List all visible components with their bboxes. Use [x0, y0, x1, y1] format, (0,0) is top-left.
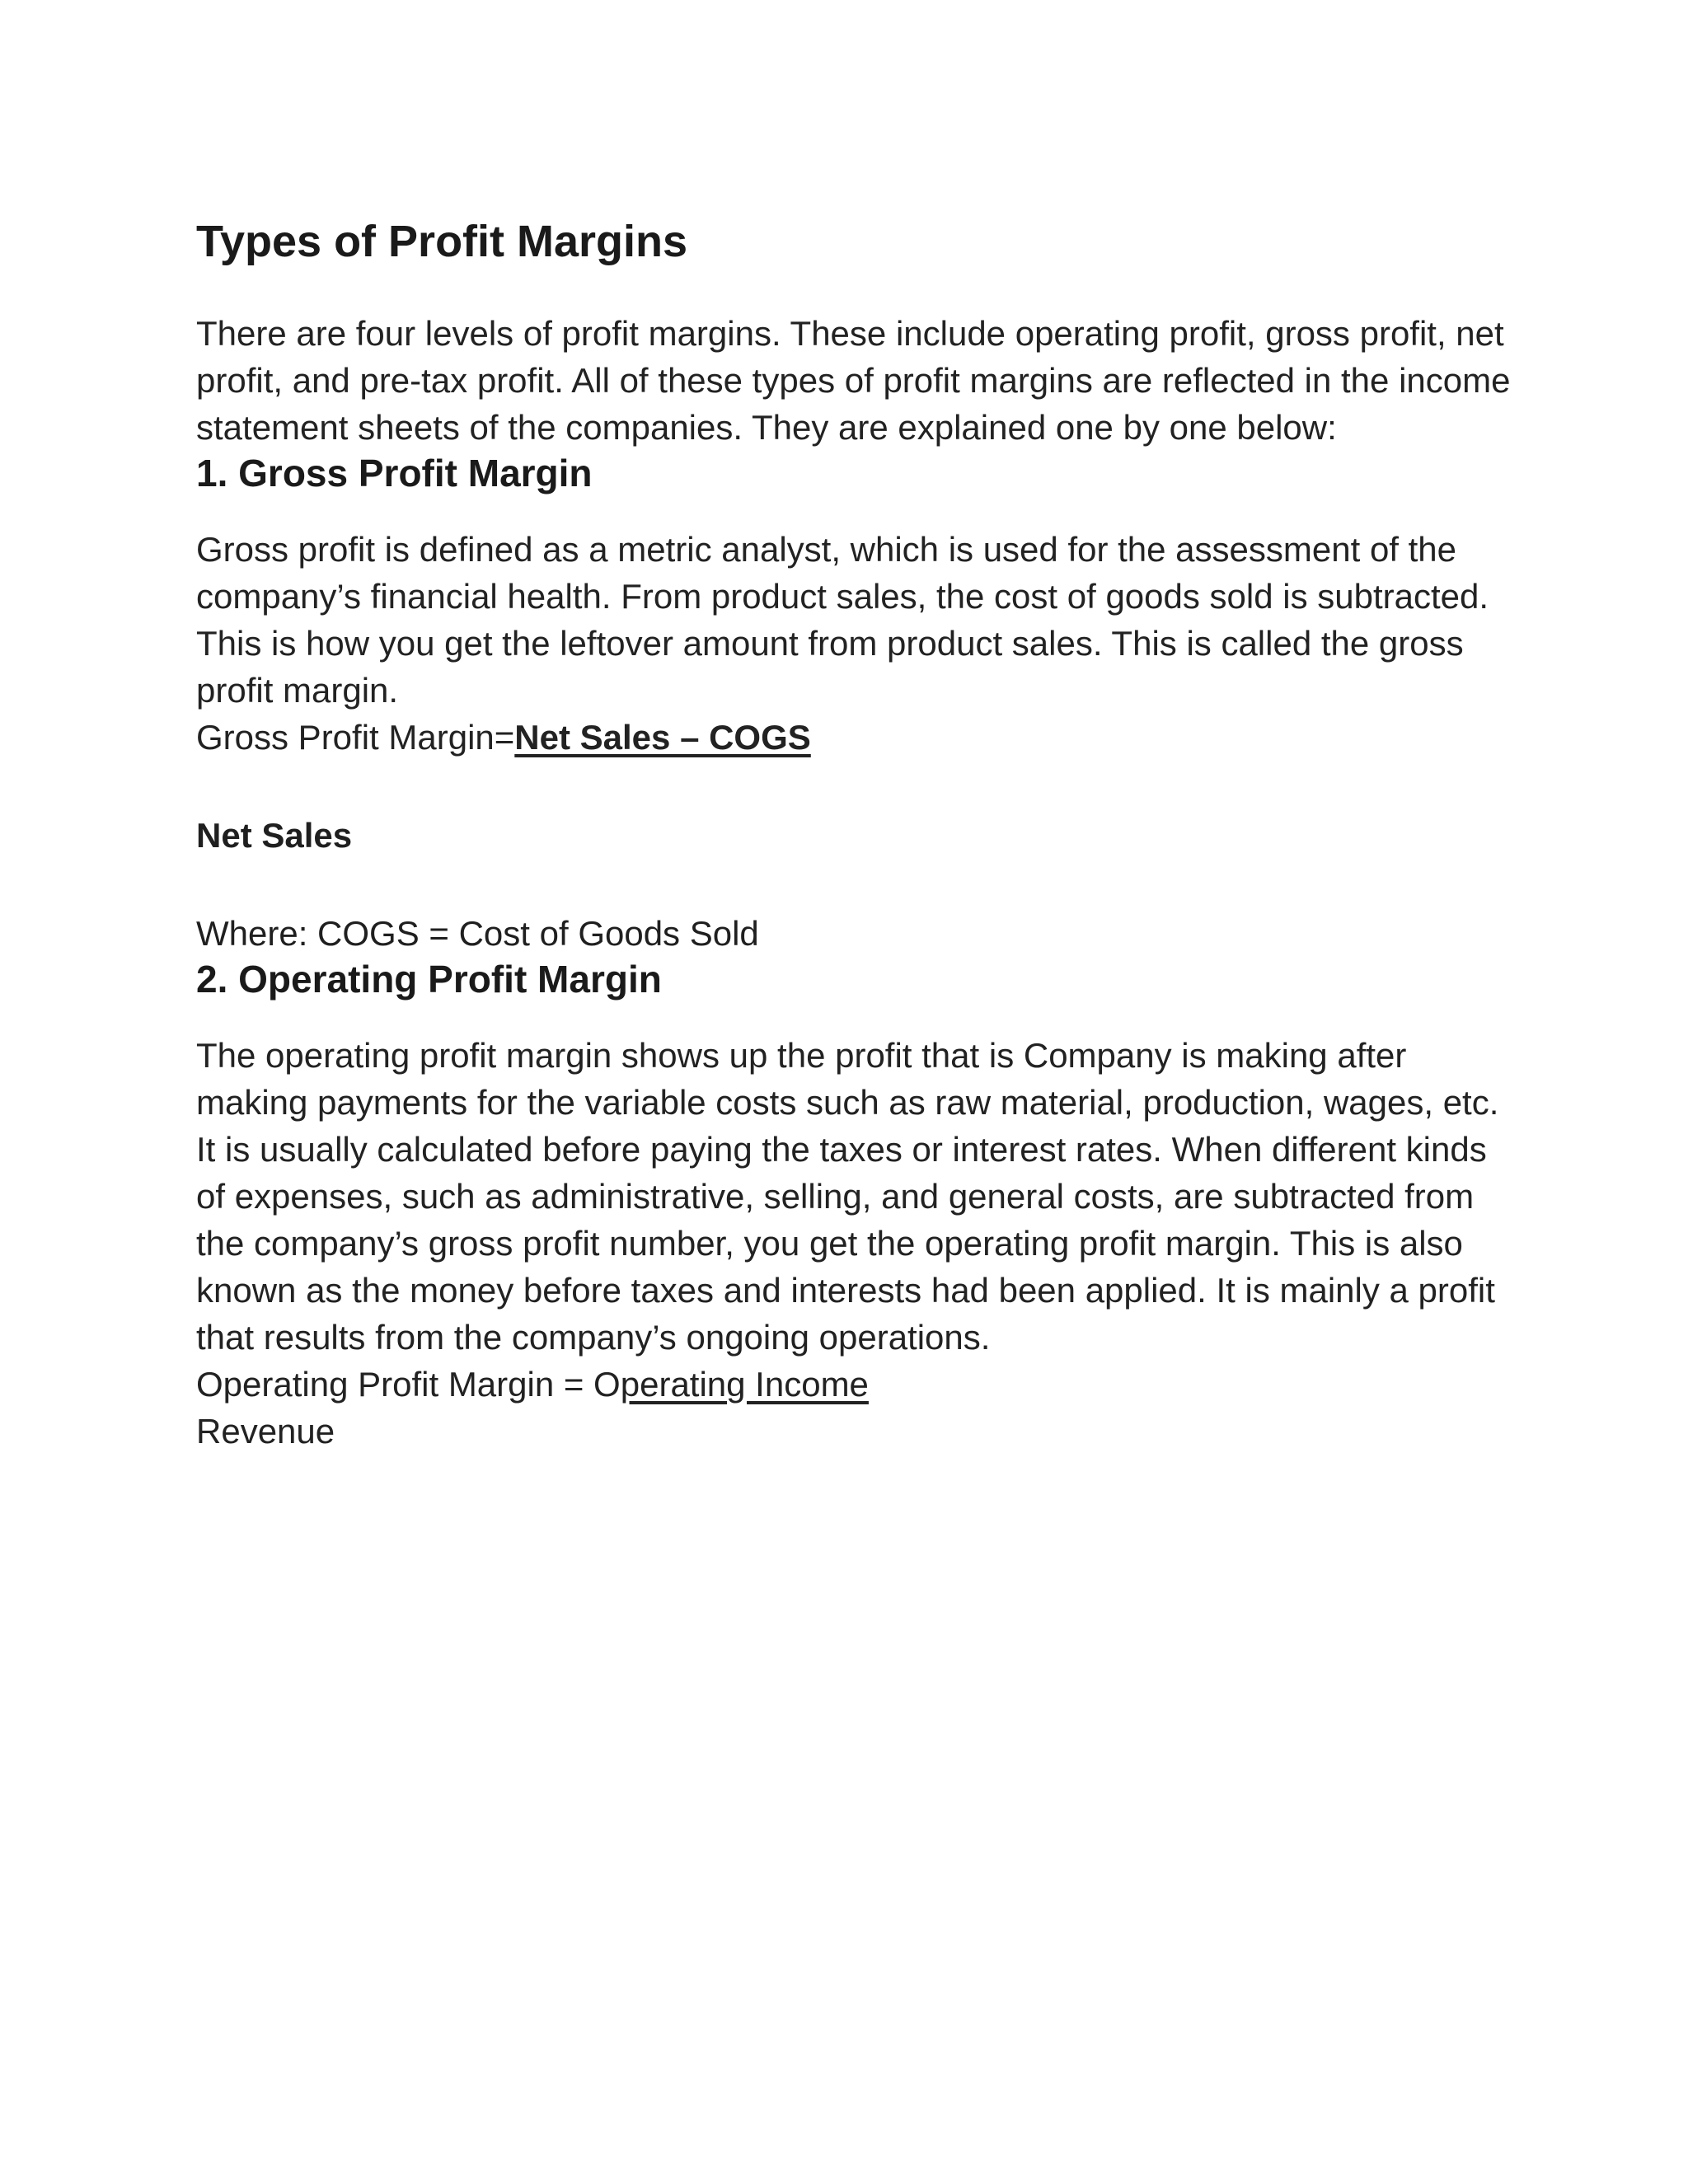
operating-profit-margin-description: The operating profit margin shows up the profit that is Company is making after making payments for the variable costs such as raw material, production, wages, etc. It is usually calculated before paying the taxes or interest rates. When different kinds of expenses, such as administrative, selling, and general costs, are subtracted from the company’s gross profit number, you get the operating profit margin. This is also known as the money before taxes and interests had been applied. It is mainly a profit that results from the company’s ongoing operations. [196, 1036, 1499, 1357]
intro-paragraph: There are four levels of profit margins. These include operating profit, gross profit, net profit, and pre-tax profit. All of these types of profit margins are reflected in the income statement sheets of the companies. They are explained one by one below: [196, 314, 1511, 448]
document-content [196, 216, 1515, 1455]
gross-formula-numerator: Net Sales – COGS [514, 718, 811, 757]
operating-formula-numerator: perating Income [620, 1365, 869, 1404]
operating-profit-margin-formula [196, 1361, 1515, 1408]
gross-formula-label: Gross Profit Margin= [196, 718, 515, 757]
cogs-definition: Where: COGS = Cost of Goods Sold [196, 914, 759, 954]
operating-formula-denominator: Revenue [196, 1412, 335, 1451]
operating-formula-label: Operating Profit Margin = O [196, 1365, 621, 1404]
gross-profit-margin-description: Gross profit is defined as a metric analyst, which is used for the assessment of the company’s financial health. From product sales, the cost of goods sold is subtracted. This is how you get the leftover amount from product sales. This is called the gross profit margin. [196, 530, 1489, 710]
gross-profit-margin-formula [196, 714, 1515, 761]
section-heading-gross-profit-margin: 1. Gross Profit Margin [196, 452, 593, 495]
gross-formula-denominator: Net Sales [196, 816, 353, 855]
page-title: Types of Profit Margins [196, 217, 688, 266]
section-heading-operating-profit-margin: 2. Operating Profit Margin [196, 958, 662, 1001]
